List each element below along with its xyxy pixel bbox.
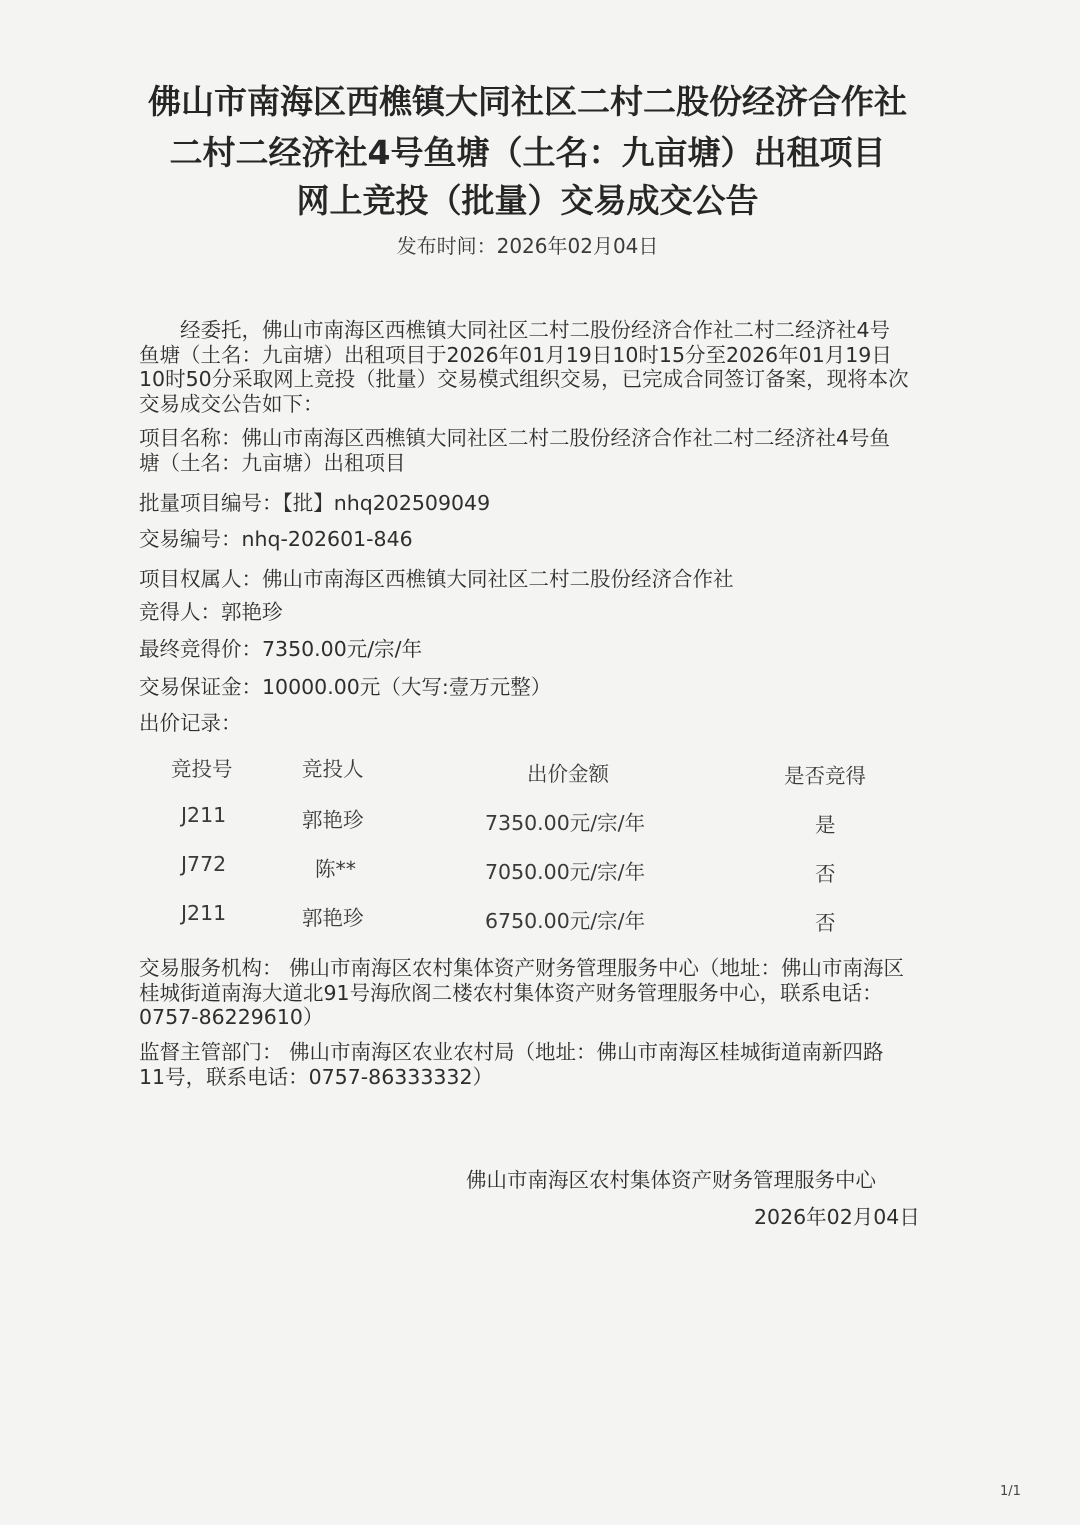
batch-project-number: 批量项目编号：【批】nhq202509049	[139, 491, 491, 515]
bid-records-label: 出价记录：	[139, 711, 242, 735]
table-row-2-bid-no: J772	[181, 852, 227, 876]
title-line-3: 网上竞投（批量）交易成交公告	[296, 181, 759, 220]
winning-bidder: 竞得人：郭艳珍	[139, 600, 283, 624]
table-header-bidder: 竞投人	[302, 757, 364, 781]
trade-service-organization: 交易服务机构： 佛山市南海区农村集体资产财务管理服务中心（地址：佛山市南海区桂城街道南海大道北91号海欣阁二楼农村集体资产财务管理服务中心，联系电话：0757-86229610）	[139, 956, 905, 1029]
table-row-1-bid-no: J211	[181, 803, 227, 827]
supervising-department: 监督主管部门： 佛山市南海区农业农村局（地址：佛山市南海区桂城街道南新四路11号，联系电话：0757-86333332）	[139, 1040, 884, 1089]
table-row-2-won: 否	[815, 862, 836, 886]
publish-time: 发布时间：2026年02月04日	[396, 234, 659, 258]
table-row-3-bidder: 郭艳珍	[302, 906, 364, 930]
signature-organization: 佛山市南海区农村集体资产财务管理服务中心	[466, 1168, 876, 1192]
table-row-2-amount: 7050.00元/宗/年	[485, 860, 646, 884]
table-header-won: 是否竞得	[784, 764, 866, 788]
title-line-1: 佛山市南海区西樵镇大同社区二村二股份经济合作社	[148, 82, 907, 121]
title-line-2: 二村二经济社4号鱼塘（土名：九亩塘）出租项目	[169, 133, 886, 172]
trade-deposit: 交易保证金：10000.00元（大写:壹万元整）	[139, 675, 552, 699]
final-price: 最终竞得价：7350.00元/宗/年	[139, 637, 423, 661]
table-row-2-bidder: 陈**	[315, 857, 356, 881]
signature-date: 2026年02月04日	[754, 1205, 920, 1229]
table-row-1-won: 是	[815, 813, 836, 837]
trade-number: 交易编号：nhq-202601-846	[139, 527, 413, 551]
table-row-3-amount: 6750.00元/宗/年	[485, 909, 646, 933]
page-number: 1/1	[1000, 1484, 1021, 1499]
project-owner: 项目权属人：佛山市南海区西樵镇大同社区二村二股份经济合作社	[139, 567, 734, 591]
table-row-1-bidder: 郭艳珍	[302, 808, 364, 832]
table-header-amount: 出价金额	[527, 762, 609, 786]
project-name: 项目名称：佛山市南海区西樵镇大同社区二村二股份经济合作社二村二经济社4号鱼塘（土名：九亩塘）出租项目	[139, 426, 891, 475]
intro-paragraph: 经委托，佛山市南海区西樵镇大同社区二村二股份经济合作社二村二经济社4号鱼塘（土名：九亩塘）出租项目于2026年01月19日10时15分至2026年01月19日10时50分采取网上竞投（批量）交易模式组织交易，已完成合同签订备案，现将本次交易成交公告如下：	[139, 318, 909, 416]
table-row-3-won: 否	[815, 911, 836, 935]
table-row-1-amount: 7350.00元/宗/年	[485, 811, 646, 835]
table-header-bid-no: 竞投号	[171, 757, 233, 781]
table-row-3-bid-no: J211	[181, 901, 227, 925]
